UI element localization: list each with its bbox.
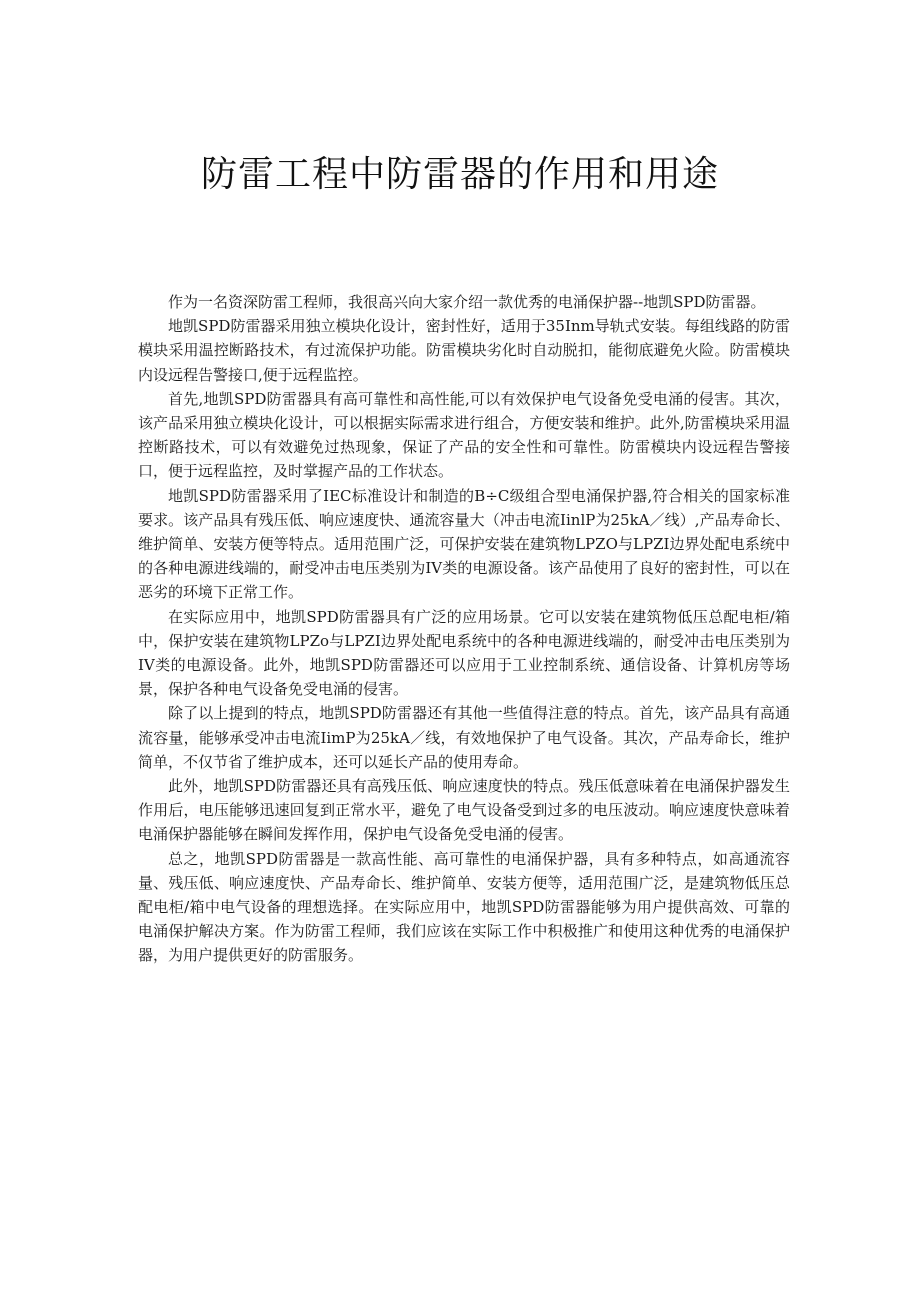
paragraph-reliability: 首先,地凯SPD防雷器具有高可靠性和高性能,可以有效保护电气设备免受电涌的侵害。其次，该产品采用独立模块化设计，可以根据实际需求进行组合，方便安装和维护。此外,防雷模块采用温控断路技术，可以有效避免过热现象，保证了产品的安全性和可靠性。防雷模块内设远程告警接口，便于远程监控，及时掌握产品的工作状态。	[138, 389, 790, 481]
paragraph-design: 地凯SPD防雷器采用独立模块化设计，密封性好，适用于35Inm导轨式安装。每组线路的防雷模块采用温控断路技术，有过流保护功能。防雷模块劣化时自动脱扣，能彻底避免火险。防雷模块内设远程告警接口,便于远程监控。	[138, 317, 790, 384]
paragraph-standards: 地凯SPD防雷器采用了IEC标准设计和制造的B÷C级组合型电涌保护器,符合相关的国家标准要求。该产品具有残压低、响应速度快、通流容量大（冲击电流IinlP为25kA／线）,产品寿命长、维护简单、安装方便等特点。适用范围广泛，可保护安装在建筑物LPZO与LPZI边界处配电系统中的各种电源进线端的，耐受冲击电压类别为IV类的电源设备。该产品使用了良好的密封性，可以在恶劣的环境下正常工作。	[138, 486, 790, 602]
page-title: 防雷工程中防雷器的作用和用途	[200, 154, 719, 195]
paragraph-intro: 作为一名资深防雷工程师，我很高兴向大家介绍一款优秀的电涌保护器--地凯SPD防雷器。	[168, 293, 766, 311]
paragraph-other-features: 除了以上提到的特点，地凯SPD防雷器还有其他一些值得注意的特点。首先，该产品具有高通流容量，能够承受冲击电流IimP为25kA／线，有效地保护了电气设备。其次，产品寿命长，维护简单，不仅节省了维护成本，还可以延长产品的使用寿命。	[138, 704, 790, 771]
article-body	[138, 290, 790, 968]
paragraph-conclusion: 总之，地凯SPD防雷器是一款高性能、高可靠性的电涌保护器，具有多种特点，如高通流容量、残压低、响应速度快、产品寿命长、维护简单、安装方便等，适用范围广泛，是建筑物低压总配电柜/箱中电气设备的理想选择。在实际应用中，地凯SPD防雷器能够为用户提供高效、可靠的电涌保护解决方案。作为防雷工程师，我们应该在实际工作中积极推广和使用这种优秀的电涌保护器，为用户提供更好的防雷服务。	[138, 849, 790, 965]
paragraph-residual-voltage: 此外，地凯SPD防雷器还具有高残压低、响应速度快的特点。残压低意味着在电涌保护器发生作用后，电压能够迅速回复到正常水平，避免了电气设备受到过多的电压波动。响应速度快意味着电涌保护器能够在瞬间发挥作用，保护电气设备免受电涌的侵害。	[138, 777, 790, 844]
paragraph-applications: 在实际应用中，地凯SPD防雷器具有广泛的应用场景。它可以安装在建筑物低压总配电柜/箱中，保护安装在建筑物LPZo与LPZI边界处配电系统中的各种电源进线端的，耐受冲击电压类别为IV类的电源设备。此外，地凯SPD防雷器还可以应用于工业控制系统、通信设备、计算机房等场景，保护各种电气设备免受电涌的侵害。	[138, 607, 790, 699]
